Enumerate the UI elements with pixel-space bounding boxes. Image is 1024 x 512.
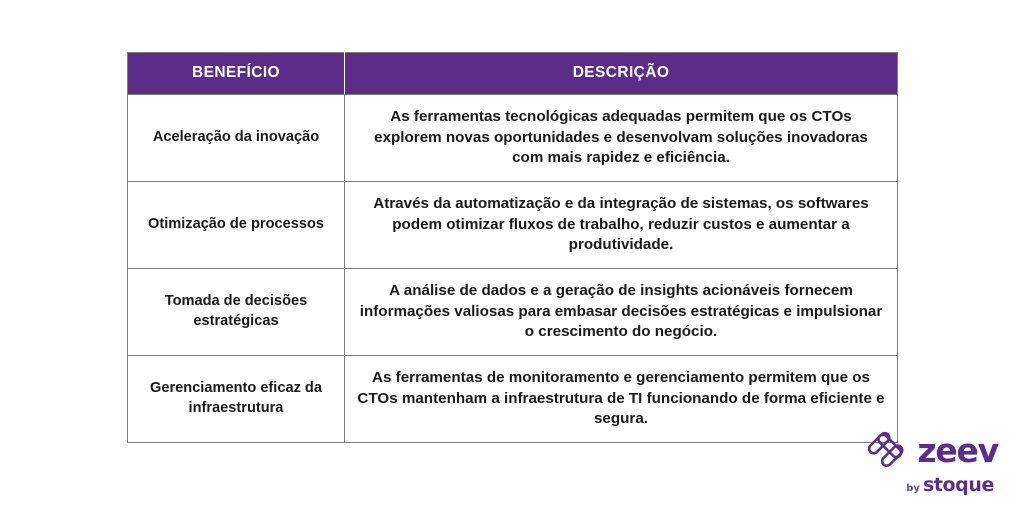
table-row bbox=[128, 182, 898, 269]
cell-beneficio: Gerenciamento eficaz da infraestrutura bbox=[128, 356, 345, 443]
logo-primary-row bbox=[863, 426, 998, 472]
cell-descricao: A análise de dados e a geração de insights acionáveis fornecem informações valiosas para embasar decisões estratégicas e impulsionar o crescimento do negócio. bbox=[345, 269, 898, 356]
cell-beneficio: Tomada de decisões estratégicas bbox=[128, 269, 345, 356]
zeev-logo bbox=[862, 428, 998, 494]
column-header-beneficio: BENEFÍCIO bbox=[128, 53, 345, 95]
table-row bbox=[128, 95, 898, 182]
cell-descricao: Através da automatização e da integração de sistemas, os softwares podem otimizar fluxos de trabalho, reduzir custos e aumentar a produtividade. bbox=[345, 182, 898, 269]
logo-wordmark: zeev bbox=[917, 430, 998, 470]
table-body bbox=[128, 95, 898, 443]
logo-byline-prefix: by bbox=[906, 483, 920, 494]
benefits-table bbox=[127, 52, 898, 443]
benefits-table-container bbox=[127, 52, 897, 443]
logo-byline bbox=[906, 474, 994, 496]
table-header bbox=[128, 53, 898, 95]
cell-beneficio: Otimização de processos bbox=[128, 182, 345, 269]
table-header-row bbox=[128, 53, 898, 95]
cell-beneficio: Aceleração da inovação bbox=[128, 95, 345, 182]
table-row bbox=[128, 269, 898, 356]
zeev-zigzag-mark-icon bbox=[863, 426, 909, 472]
cell-descricao: As ferramentas tecnológicas adequadas permitem que os CTOs explorem novas oportunidades e desenvolvam soluções inovadoras com mais rapidez e eficiência. bbox=[345, 95, 898, 182]
cell-descricao: As ferramentas de monitoramento e gerenciamento permitem que os CTOs mantenham a infraestrutura de TI funcionando de forma eficiente e segura. bbox=[345, 356, 898, 443]
logo-byline-name: stoque bbox=[922, 474, 994, 496]
column-header-descricao: DESCRIÇÃO bbox=[345, 53, 898, 95]
table-row bbox=[128, 356, 898, 443]
